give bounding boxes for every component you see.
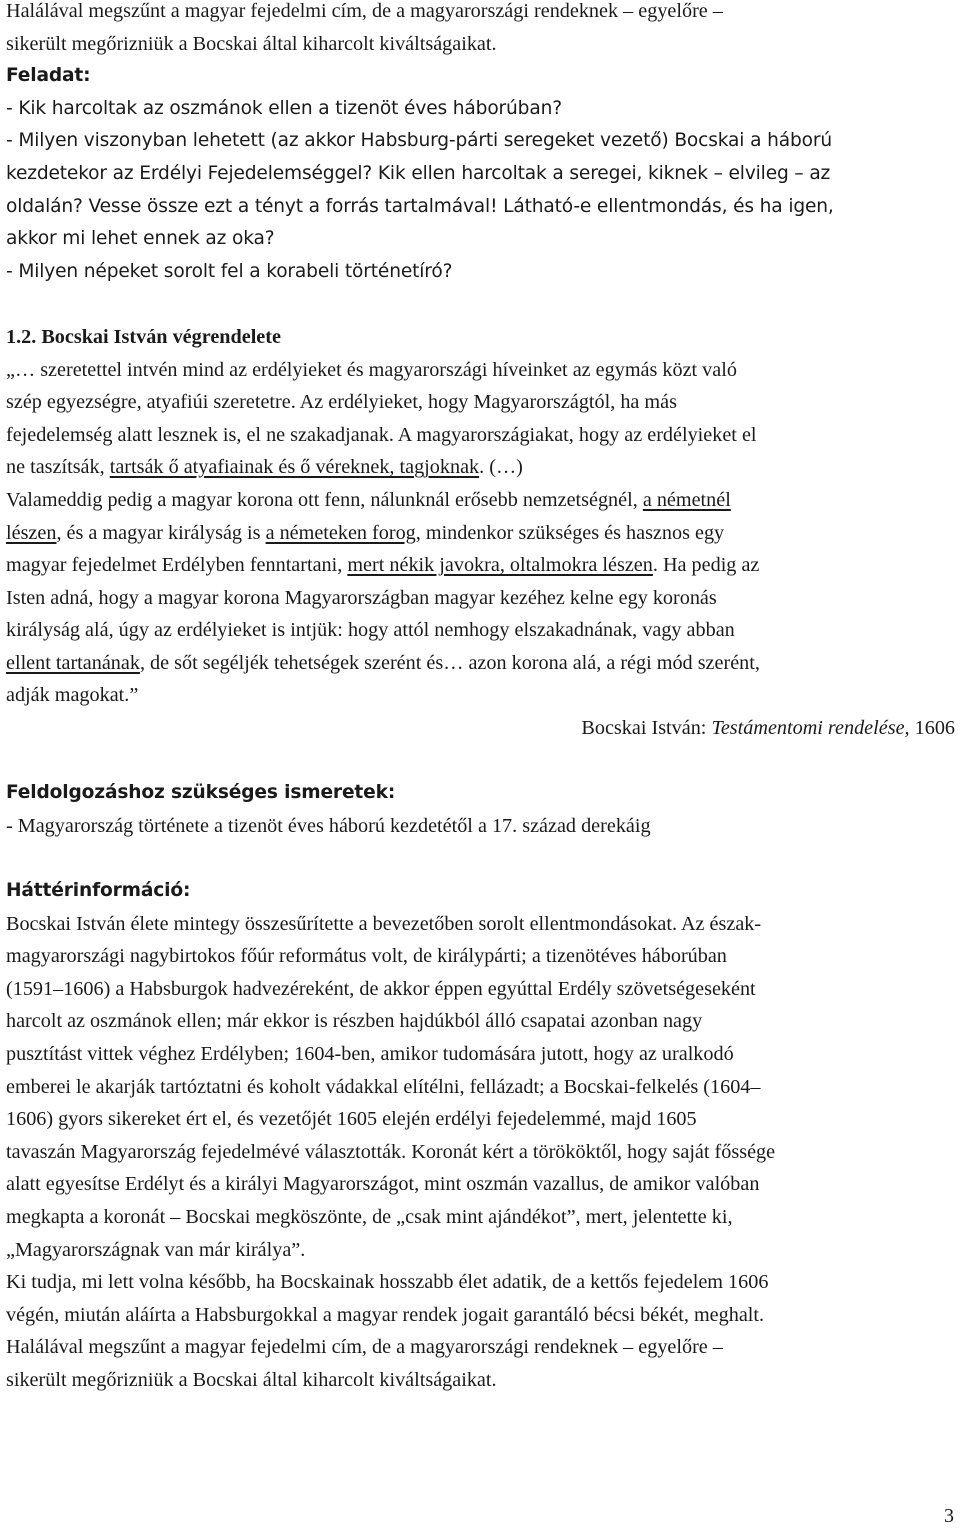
- text-line: [6, 484, 955, 517]
- text-run: magyar fejedelmet Erdélyben fenntartani,: [6, 554, 348, 577]
- text-run: . Ha pedig az: [652, 554, 760, 577]
- text-line: oldalán? Vesse össze ezt a tényt a forrás tartalmával! Látható-e ellentmondás, és ha igen,: [6, 195, 834, 217]
- text-line: Ki tudja, mi lett volna később, ha Bocskainak hosszabb élet adatik, de a kettős fejedelem 1606: [6, 1271, 769, 1294]
- background-paragraph: [6, 1266, 955, 1331]
- document-page: [6, 0, 955, 1397]
- text-run: Valameddig pedig a magyar korona ott fenn, nálunknál erősebb nemzetségnél,: [6, 488, 643, 511]
- text-line: adják magokat.”: [6, 684, 139, 707]
- text-line: Bocskai István élete mintegy összesűrítette a bevezetőben sorolt ellentmondásokat. Az észak-: [6, 912, 762, 935]
- text-line: emberei le akarják tartóztatni és koholt vádakkal elítélni, fellázadt; a Bocskai-felkelés (1604–: [6, 1075, 761, 1098]
- text-line: [6, 549, 955, 582]
- text-run: , de sőt segéljék tehetségek szerént és… azon korona alá, a régi mód szerént,: [139, 651, 760, 674]
- citation-title: Testámentomi rendelése,: [711, 717, 910, 740]
- text-run: ne taszítsák,: [6, 456, 110, 479]
- background-paragraph: [6, 908, 955, 1267]
- text-line: megkapta a koronát – Bocskai megköszönte, de „csak mint ajándékot”, mert, jelentette ki,: [6, 1205, 733, 1228]
- text-line: [6, 451, 955, 484]
- text-line: akkor mi lehet ennek az oka?: [6, 228, 275, 250]
- underlined-text: ellent tartanának: [6, 651, 140, 674]
- citation-author: Bocskai István:: [581, 717, 712, 740]
- text-line: [6, 647, 955, 680]
- knowledge-heading: Feldolgozáshoz szükséges ismeretek:: [6, 782, 396, 804]
- text-line: tavaszán Magyarország fejedelmévé választották. Koronát kért a törököktől, hogy saját főssége: [6, 1140, 776, 1163]
- text-line: fejedelemség alatt lesznek is, el ne szakadjanak. A magyarországiakat, hogy az erdélyieket el: [6, 423, 757, 446]
- text-line: sikerült megőrizniük a Bocskai által kiharcolt kiváltságaikat.: [6, 1368, 497, 1391]
- text-line: - Milyen viszonyban lehetett (az akkor Habsburg-párti seregeket vezető) Bocskai a háború: [6, 130, 832, 152]
- underlined-text: lészen: [6, 521, 57, 544]
- page-number: 3: [944, 1505, 954, 1527]
- source-citation: [6, 712, 955, 745]
- text-line: Isten adná, hogy a magyar korona Magyarországban magyar kezéhez kelne egy koronás: [6, 586, 717, 609]
- text-line: kezdetekor az Erdélyi Fejedelemséggel? Kik ellen harcoltak a seregei, kiknek – elvileg – az: [6, 162, 831, 184]
- source-quote: [6, 354, 955, 713]
- underlined-text: a németeken forog: [265, 521, 416, 544]
- section-heading: 1.2. Bocskai István végrendelete: [6, 325, 281, 348]
- background-heading: Háttérinformáció:: [6, 880, 191, 902]
- text-line: királyság alá, úgy az erdélyieket is intjük: hogy attól nemhogy elszakadnának, vagy abban: [6, 619, 735, 642]
- text-line: Halálával megszűnt a magyar fejedelmi cím, de a magyarországi rendeknek – egyelőre –: [6, 0, 723, 22]
- task-question: [6, 125, 955, 255]
- knowledge-item: - Magyarország története a tizenöt éves háború kezdetétől a 17. század derekáig: [6, 814, 651, 837]
- text-line: harcolt az oszmánok ellen; már ekkor is részben hajdúkból álló csapatai azonban nagy: [6, 1010, 703, 1033]
- spacer: [6, 288, 955, 321]
- task-question: - Milyen népeket sorolt fel a korabeli történetíró?: [6, 260, 453, 282]
- underlined-text: tartsák ő atyafiainak és ő véreknek, tagjoknak: [109, 456, 480, 479]
- text-line: magyarországi nagybirtokos főúr református volt, de királypárti; a tizenötéves háborúban: [6, 945, 727, 968]
- text-run: , mindenkor szükséges és hasznos egy: [415, 521, 725, 544]
- task-heading: Feladat:: [6, 65, 91, 87]
- underlined-text: a németnél: [642, 488, 731, 511]
- intro-paragraph: [6, 0, 955, 60]
- text-line: „Magyarországnak van már királya”.: [6, 1238, 306, 1261]
- task-block: [6, 60, 955, 288]
- text-run: . (…): [479, 456, 523, 479]
- text-line: [6, 517, 955, 550]
- text-line: végén, miután aláírta a Habsburgokkal a magyar rendek jogait garantáló bécsi békét, meghalt.: [6, 1303, 765, 1326]
- underlined-text: mert nékik javokra, oltalmokra lészen: [347, 554, 653, 577]
- task-question: - Kik harcoltak az oszmánok ellen a tizenöt éves háborúban?: [6, 97, 562, 119]
- text-line: pusztítást vittek véghez Erdélyben; 1604-ben, amikor tudomására jutott, hogy az uralkodó: [6, 1043, 734, 1065]
- text-line: sikerült megőrizniük a Bocskai által kiharcolt kiváltságaikat.: [6, 32, 497, 55]
- text-line: 1606) gyors sikereket ért el, és vezetőjét 1605 elején erdélyi fejedelemmé, majd 1605: [6, 1108, 697, 1131]
- spacer: [6, 745, 955, 778]
- text-line: alatt egyesítse Erdélyt és a királyi Magyarországot, mint oszmán vazallus, de amikor valóban: [6, 1173, 760, 1196]
- spacer: [6, 842, 955, 875]
- citation-year: 1606: [909, 717, 955, 740]
- text-line: Halálával megszűnt a magyar fejedelmi cím, de a magyarországi rendeknek – egyelőre –: [6, 1336, 723, 1359]
- text-line: szép egyezségre, atyafiúi szeretetre. Az erdélyieket, hogy Magyarországtól, ha más: [6, 391, 677, 414]
- text-line: (1591–1606) a Habsburgok hadvezéreként, de akkor éppen egyúttal Erdély szövetségeseként: [6, 977, 756, 1000]
- background-paragraph: [6, 1331, 955, 1396]
- text-run: , és a magyar királyság is: [56, 521, 266, 544]
- text-line: „… szeretettel intvén mind az erdélyieket és magyarországi híveinket az egymás közt való: [6, 358, 737, 381]
